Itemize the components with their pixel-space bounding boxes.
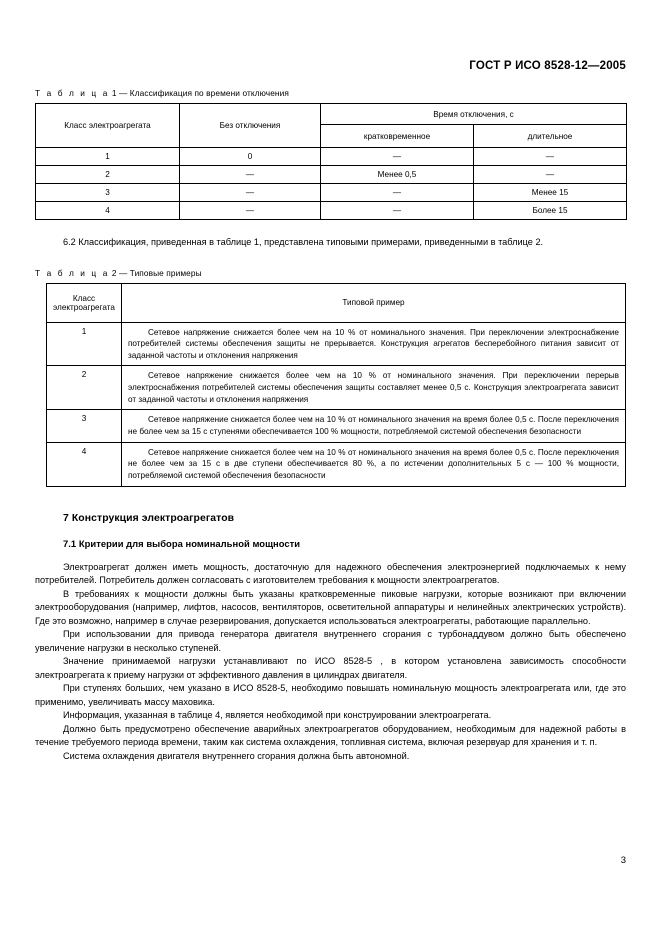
table2-wrapper: [46, 283, 626, 487]
table1-header-no-shutdown: Без отключения: [180, 104, 321, 148]
table2-r3-example: Сетевое напряжение снижается более чем на 10 % от номинального значения на время более 0,5 с. После переключения не более чем за 15 с ступенями обеспечивается 100 % мощности, потребляемой системой обеспечения безопасности: [122, 410, 626, 442]
classification-by-shutdown-time-table: [35, 103, 627, 220]
table1-caption-number: 1: [111, 88, 117, 98]
table1-r2-class: 2: [36, 166, 180, 184]
table1-r4-short-term: —: [321, 202, 474, 220]
table1-r3-long-term: Менее 15: [474, 184, 627, 202]
table-row: [36, 202, 627, 220]
table1-header-row-1: [36, 104, 627, 125]
table2-r1-example: Сетевое напряжение снижается более чем на 10 % от номинального значения. При переключении электроснабжение потребителей системы обеспечения защиты не прерывается. Конструкция агрегатов бесперебойного питания зависит от заданной частоты и отклонения напряжения: [122, 322, 626, 366]
section-7-1-body: [35, 561, 626, 764]
table1-r3-no-shutdown: —: [180, 184, 321, 202]
table-row: [36, 148, 627, 166]
paragraph-6-2: 6.2 Классификация, приведенная в таблице 1, представлена типовыми примерами, приведенными в таблице 2.: [63, 237, 544, 247]
section-7-heading: 7 Конструкция электроагрегатов: [63, 512, 235, 524]
table1-wrapper: [35, 103, 626, 220]
table2-r2-class: 2: [47, 366, 122, 410]
paragraph-7-1-3: При использовании для привода генератора двигателя внутреннего сгорания с турбонаддувом должно быть обеспечено увеличение нагрузки в несколько ступеней.: [35, 629, 626, 653]
table1-r2-short-term: Менее 0,5: [321, 166, 474, 184]
table1-header-shutdown-time-group: Время отключения, с: [321, 104, 627, 125]
table-row: [47, 410, 626, 442]
table1-r4-no-shutdown: —: [180, 202, 321, 220]
table1-header-class: Класс электроагрегата: [36, 104, 180, 148]
paragraph-7-1-2: В требованиях к мощности должны быть указаны кратковременные пиковые нагрузки, которые возникают при включении электрооборудования (например, лифтов, насосов, вентиляторов, осветительной аппаратуры и нелинейных электрических устройств). Где это возможно, например в случае резервирования, допускается использоваться электроагрегаты, работающие параллельно.: [35, 588, 626, 626]
table2-body: [47, 322, 626, 486]
paragraph-7-1-1: Электроагрегат должен иметь мощность, достаточную для надежного обеспечения электроэнергией подключаемых к нему потребителей. Потребитель должен согласовать с изготовителем требования к мощности электроагрегатов.: [35, 561, 626, 586]
table2-head: [47, 283, 626, 322]
table1-caption-title: Классификация по времени отключения: [129, 88, 289, 98]
paragraph-7-1-8: Система охлаждения двигателя внутреннего сгорания должна быть автономной.: [63, 750, 410, 761]
table2-r4-class: 4: [47, 442, 122, 486]
table1-header-long-term: длительное: [474, 125, 627, 148]
paragraph-7-1-7: Должно быть предусмотрено обеспечение аварийных электроагрегатов оборудованием, необходимым для надежной работы в течение требуемого периода времени, таким как система охлаждения, топливная система, включая резервуар для хранения и т. п.: [35, 723, 626, 748]
table-row: [47, 322, 626, 366]
page-number: 3: [620, 855, 626, 866]
table1-caption: [35, 88, 626, 98]
table2-header-class: Класс электроагрегата: [47, 283, 122, 322]
table2-header-row: [47, 283, 626, 322]
table1-header-short-term: кратковременное: [321, 125, 474, 148]
table1-r4-class: 4: [36, 202, 180, 220]
table1-r3-class: 3: [36, 184, 180, 202]
paragraph-7-1-5: При ступенях больших, чем указано в ИСО 8528-5, необходимо повышать номинальную мощность электроагрегата или, где это применимо, увеличивать массу маховика.: [35, 683, 626, 707]
typical-examples-table: [46, 283, 626, 487]
table1-body: [36, 148, 627, 220]
table2-r1-class: 1: [47, 322, 122, 366]
table2-caption-prefix: Т а б л и ц а: [35, 267, 110, 278]
table-row: [36, 166, 627, 184]
paragraph-7-1-4: Значение принимаемой нагрузки устанавливают по ИСО 8528-5 , в котором установлена зависимость способности электроагрегата к приему нагрузки от эффективного давления в цилиндрах двигателя.: [35, 656, 626, 680]
table2-caption: [35, 268, 626, 278]
table1-r1-short-term: —: [321, 148, 474, 166]
table1-r1-no-shutdown: 0: [180, 148, 321, 166]
table1-r2-no-shutdown: —: [180, 166, 321, 184]
table2-r3-class: 3: [47, 410, 122, 442]
table2-caption-number: 2: [111, 267, 117, 278]
page-content: [35, 88, 626, 763]
table1-r1-long-term: —: [474, 148, 627, 166]
table1-r2-long-term: —: [474, 166, 627, 184]
table-row: [47, 442, 626, 486]
standard-identifier: ГОСТ Р ИСО 8528-12—2005: [469, 60, 626, 72]
table2-caption-title: Типовые примеры: [129, 267, 202, 278]
table2-caption-dash: —: [118, 267, 128, 278]
table-row: [47, 366, 626, 410]
table2-r4-example: Сетевое напряжение снижается более чем на 10 % от номинального значения на время более 0,5 с. После переключения не более чем за 15 с в две ступени обеспечивается 80 %, а по истечении дополнительных 5 с — 100 % мощности, потребляемой системой обеспечения безопасности: [122, 442, 626, 486]
table2-r2-example: Сетевое напряжение снижается более чем на 10 % от номинального значения. При переключении перерыв электроснабжения потребителей системы обеспечения защиты составляет менее 0,5 с. Конструкция электроагрегата зависит от заданной частоты и отклонения напряжения: [122, 366, 626, 410]
paragraph-7-1-6: Информация, указанная в таблице 4, является необходимой при конструировании электроагрегата.: [63, 710, 492, 721]
table2-header-example: Типовой пример: [122, 283, 626, 322]
table-row: [36, 184, 627, 202]
section-7-1-heading: 7.1 Критерии для выбора номинальной мощности: [63, 537, 301, 549]
table1-caption-prefix: Т а б л и ц а: [35, 88, 110, 98]
table1-caption-dash: —: [118, 88, 128, 98]
table1-r4-long-term: Более 15: [474, 202, 627, 220]
table1-head: [36, 104, 627, 148]
table1-r3-short-term: —: [321, 184, 474, 202]
table1-r1-class: 1: [36, 148, 180, 166]
